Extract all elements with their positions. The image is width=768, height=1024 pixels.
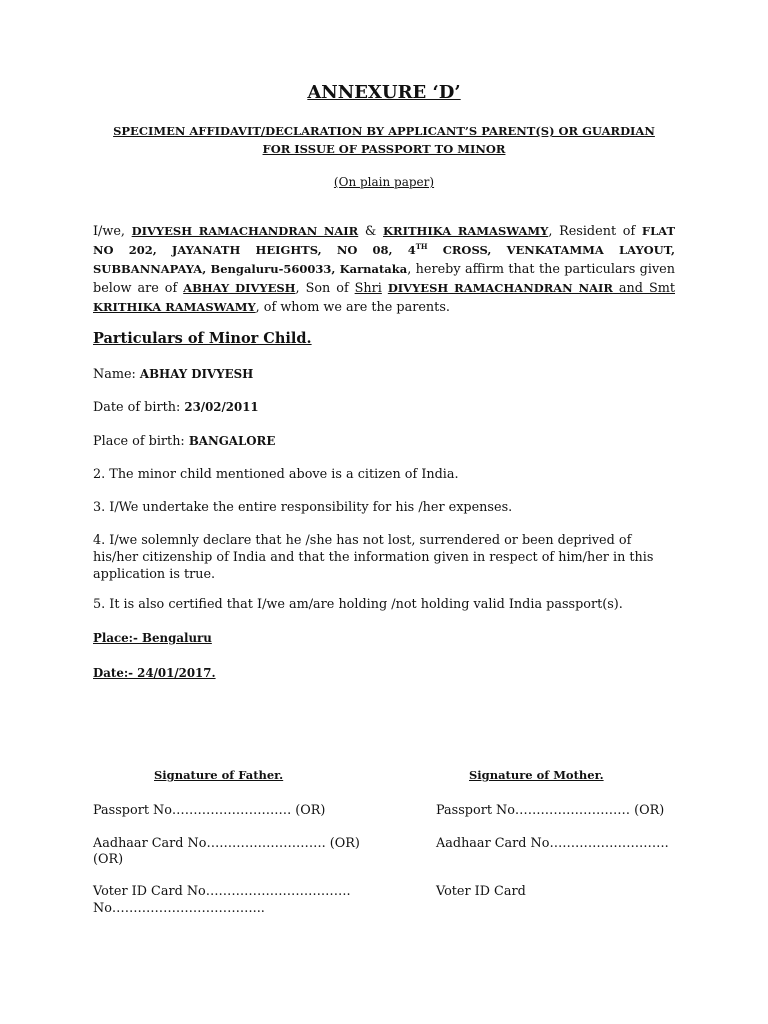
intro-text: , Resident of — [548, 224, 642, 239]
father-aadhaar-line: Aadhaar Card No………………………. (OR) — [93, 836, 360, 851]
father-aadhaar-wrap: (OR) — [93, 852, 124, 867]
plain-paper-note: (On plain paper) — [333, 175, 435, 189]
mother-name-repeat: KRITHIKA RAMASWAMY — [93, 300, 256, 314]
father-voter-line: Voter ID Card No……………………………. — [93, 884, 351, 899]
statement-5: 5. It is also certified that I/we am/are holding /not holding valid India passport(s). — [93, 597, 623, 612]
father-voter-wrap: No……………………………... — [93, 901, 265, 916]
intro-text: I/we, — [93, 224, 132, 239]
place-line: Place:- Bengaluru — [93, 631, 212, 645]
intro-text: , Son of — [295, 281, 355, 296]
intro-paragraph — [93, 222, 675, 317]
mother-aadhaar-line: Aadhaar Card No………………………. — [436, 836, 669, 851]
dob-line: Date of birth: 23/02/2011 — [93, 400, 259, 415]
intro-text: & — [358, 224, 384, 239]
child-name: ABHAY DIVYESH — [183, 281, 296, 295]
father-name: DIVYESH RAMACHANDRAN NAIR — [131, 224, 359, 238]
mother-name: KRITHIKA RAMASWAMY — [383, 224, 549, 238]
statement-4: 4. I/we solemnly declare that he /she has not lost, surrendered or been deprived of his/her citizenship of India and that the information given in respect of him/her in this application is true. — [93, 533, 654, 582]
annexure-title: ANNEXURE ‘D’ — [307, 82, 461, 103]
document-subtitle-line1: SPECIMEN AFFIDAVIT/DECLARATION BY APPLICANT’S PARENT(S) OR GUARDIAN — [113, 124, 655, 138]
and-smt-label: and Smt — [612, 281, 675, 296]
child-name-line: Name: ABHAY DIVYESH — [93, 367, 254, 382]
mother-voter-line: Voter ID Card — [436, 884, 526, 899]
intro-text: , hereby affirm that the particulars given below are of — [93, 262, 675, 296]
document-subtitle-line2: FOR ISSUE OF PASSPORT TO MINOR — [262, 142, 506, 156]
pob-line: Place of birth: BANGALORE — [93, 434, 276, 449]
intro-text: , of whom we are the parents. — [255, 300, 450, 315]
statement-2: 2. The minor child mentioned above is a citizen of India. — [93, 467, 459, 482]
statement-3: 3. I/We undertake the entire responsibility for his /her expenses. — [93, 500, 513, 515]
father-passport-line: Passport No………………………. (OR) — [93, 803, 326, 818]
mother-passport-line: Passport No……………………… (OR) — [436, 803, 665, 818]
particulars-heading: Particulars of Minor Child. — [93, 330, 312, 347]
date-line: Date:- 24/01/2017. — [93, 666, 216, 680]
father-signature-heading: Signature of Father. — [154, 768, 284, 782]
shri-label: Shri — [354, 281, 382, 296]
address: FLAT NO 202, JAYANATH HEIGHTS, NO 08, 4TH CROSS, VENKATAMMA LAYOUT, SUBBANNAPAYA, Bengaluru-560033, Karnataka — [93, 224, 676, 276]
father-name-repeat: DIVYESH RAMACHANDRAN NAIR — [387, 281, 613, 295]
mother-signature-heading: Signature of Mother. — [469, 768, 604, 782]
